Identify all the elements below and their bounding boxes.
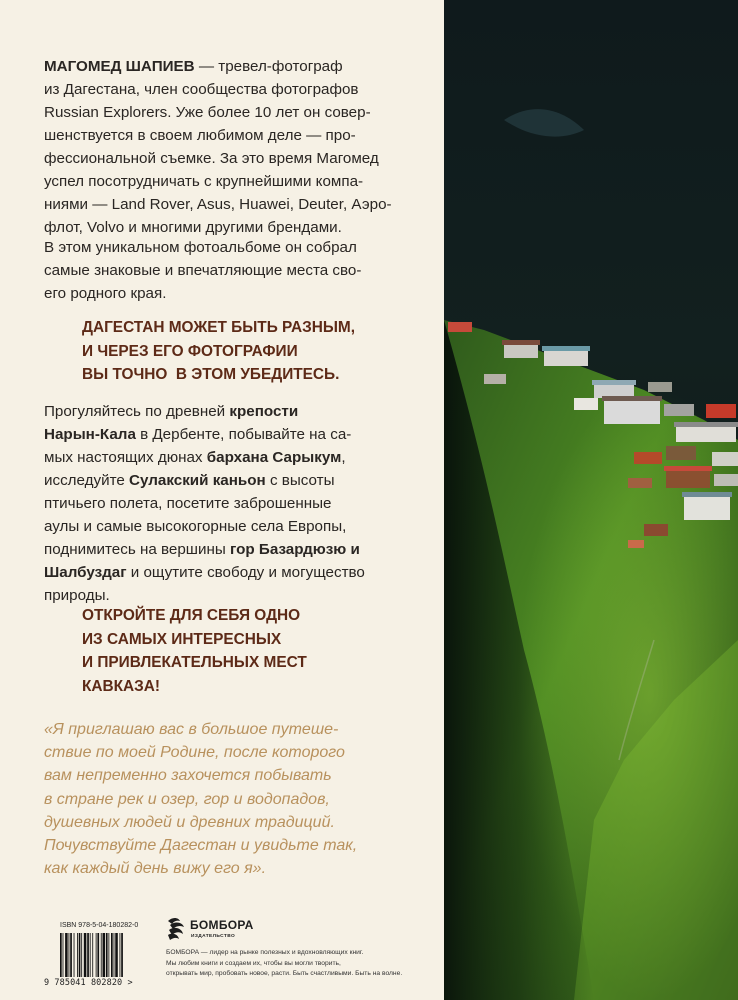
barcode-digits: 9 785041 802820 > xyxy=(44,978,133,988)
bombora-logo-icon xyxy=(166,917,186,941)
publisher-subtitle: ИЗДАТЕЛЬСТВО xyxy=(191,934,236,939)
barcode-bar xyxy=(97,933,99,977)
barcode-bar xyxy=(120,933,121,977)
author-bio: МАГОМЕД ШАПИЕВ — тревел-фотограф из Дагестана, член сообщества фотографов Russian Explorers. Уже более 10 лет он совер- шенствуется в своем любимом деле — про- фессиональной съемке. За это время Магомед успел посотрудничать с крупнейшими компа- ниями — Land Rover, Asus, Huawei, Deuter, Аэро- флот, Volvo и многими другими брендами. xyxy=(44,58,392,236)
barcode-bar xyxy=(111,933,113,977)
barcode-bar xyxy=(77,933,78,977)
places-paragraph: Прогуляйтесь по древней крепости Нарын-Кала в Дербенте, побывайте на са- мых настоящих дюнах бархана Сарыкум, исследуйте Сулакский каньон с высоты птичьего полета, посетите заброшенные аулы и самые высокогорные села Европы, поднимитесь на вершины гор Базардюзю и Шалбуздаг и ощутите свободу и могущество природы. xyxy=(44,403,365,604)
barcode-bar xyxy=(108,933,109,977)
barcode-bar xyxy=(60,933,62,977)
barcode-bar xyxy=(90,933,91,977)
photo-artwork xyxy=(444,0,738,1000)
isbn-number: ISBN 978-5-04-180282-0 xyxy=(60,922,139,929)
callout-dagestan: ДАГЕСТАН МОЖЕТ БЫТЬ РАЗНЫМ, И ЧЕРЕЗ ЕГО ФОТОГРАФИИ ВЫ ТОЧНО В ЭТОМ УБЕДИТЕСЬ. xyxy=(82,319,355,383)
barcode-bar xyxy=(87,933,89,977)
barcode-bar xyxy=(63,933,64,977)
album-description: В этом уникальном фотоальбоме он собрал самые знаковые и впечатляющие места сво- его родного края. xyxy=(44,239,362,302)
barcode-bar xyxy=(114,933,115,977)
author-name: МАГОМЕД ШАПИЕВ xyxy=(44,58,195,75)
publisher-slogan: БОМБОРА — лидер на рынке полезных и вдохновляющих книг. Мы любим книги и создаем их, чтобы вы могли творить, открывать мир, пробовать новое, расти. Быть счастливыми. Быть на волне. xyxy=(166,949,403,977)
callout-caucasus: ОТКРОЙТЕ ДЛЯ СЕБЯ ОДНО ИЗ САМЫХ ИНТЕРЕСНЫХ И ПРИВЛЕКАТЕЛЬНЫХ МЕСТ КАВКАЗА! xyxy=(82,607,307,695)
barcode-bar xyxy=(84,933,87,977)
barcode-bar xyxy=(96,933,97,977)
barcode-bar xyxy=(74,933,75,977)
barcode-bar xyxy=(92,933,93,977)
barcode-bar xyxy=(70,933,72,977)
mountain-village-photo xyxy=(444,0,738,1000)
barcode-bar xyxy=(121,933,123,977)
barcode-bar xyxy=(115,933,118,977)
author-quote: «Я приглашаю вас в большое путеше- ствие по моей Родине, после которого вам непременно захочется побывать в стране рек и озер, гор и водопадов, душевных людей и древних традиций. Почувствуйте Дагестан и увидьте так, как каждый день вижу его я». xyxy=(44,721,358,878)
barcode-bar xyxy=(65,933,68,977)
barcode-bar xyxy=(106,933,108,977)
barcode-bar xyxy=(79,933,81,977)
barcode-bar xyxy=(103,933,106,977)
publisher-name: БОМБОРА xyxy=(190,918,254,932)
barcode-bar xyxy=(81,933,82,977)
barcode-bar xyxy=(101,933,102,977)
barcode-bar xyxy=(69,933,70,977)
